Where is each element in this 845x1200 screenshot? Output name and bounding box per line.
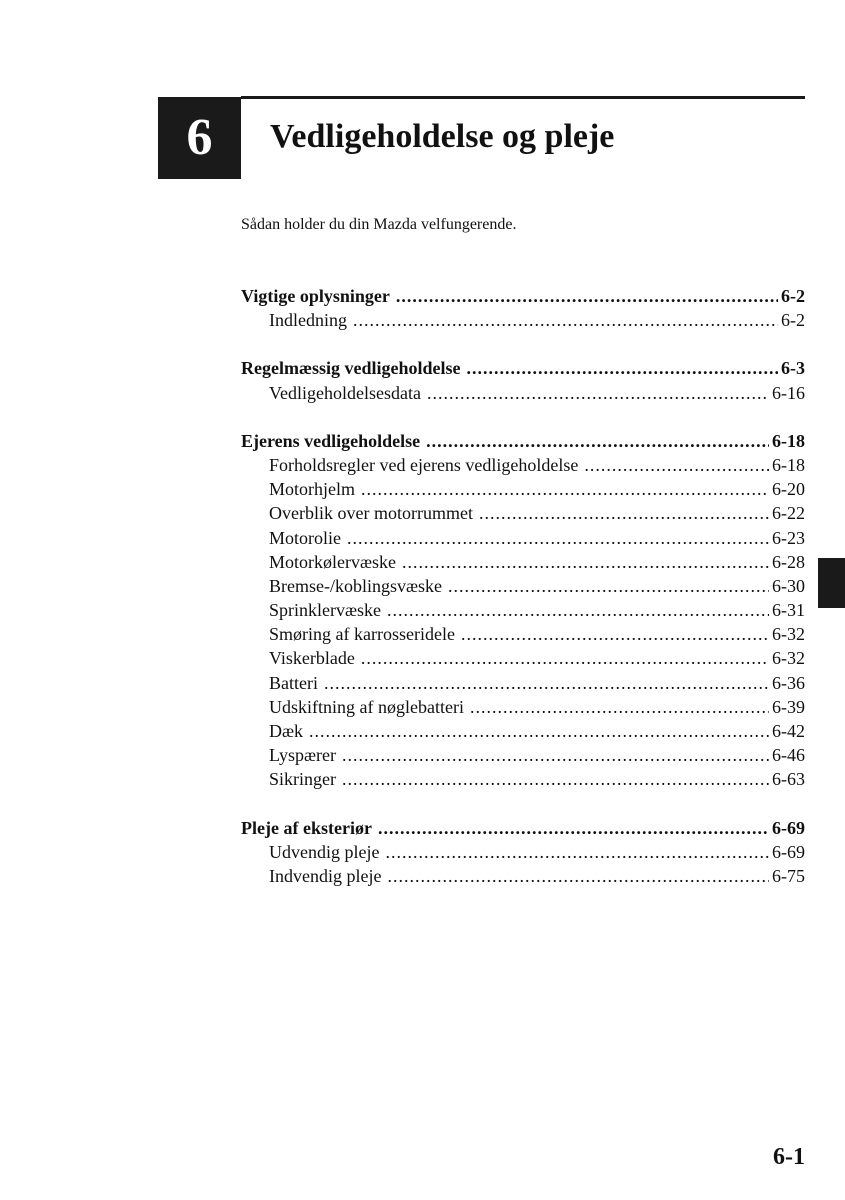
toc-entry-title: Bremse-/koblingsvæske — [269, 575, 442, 596]
chapter-number-box — [158, 97, 241, 179]
dot-leader — [361, 477, 769, 501]
toc-entry-title: Sikringer — [269, 769, 336, 790]
toc-entry-title: Sprinklervæske — [269, 600, 381, 621]
toc-entry[interactable] — [241, 477, 805, 501]
table-of-contents — [241, 284, 805, 912]
toc-entry[interactable] — [241, 695, 805, 719]
chapter-side-tab — [818, 558, 845, 608]
toc-entry[interactable] — [241, 864, 805, 888]
toc-entry[interactable] — [241, 719, 805, 743]
toc-heading[interactable] — [241, 284, 805, 308]
dot-leader — [466, 356, 778, 380]
dot-leader — [479, 501, 769, 525]
toc-heading-title: Pleje af eksteriør — [241, 817, 372, 838]
dot-leader — [309, 719, 769, 743]
toc-entry-title: Motorolie — [269, 527, 341, 548]
toc-heading[interactable] — [241, 429, 805, 453]
dot-leader — [385, 840, 769, 864]
toc-entry-page: 6-32 — [772, 624, 805, 645]
header-rule — [241, 96, 805, 99]
toc-entry[interactable] — [241, 840, 805, 864]
toc-entry[interactable] — [241, 453, 805, 477]
toc-entry[interactable] — [241, 622, 805, 646]
toc-heading-page: 6-2 — [781, 286, 805, 306]
toc-entry-page: 6-32 — [772, 648, 805, 669]
toc-heading[interactable] — [241, 816, 805, 840]
toc-entry-title: Motorhjelm — [269, 479, 355, 500]
dot-leader — [378, 816, 769, 840]
toc-entry[interactable] — [241, 381, 805, 405]
toc-entry-page: 6-42 — [772, 721, 805, 741]
dot-leader — [402, 550, 769, 574]
toc-heading[interactable] — [241, 356, 805, 380]
toc-entry[interactable] — [241, 501, 805, 525]
dot-leader — [427, 381, 769, 405]
toc-entry-page: 6-20 — [772, 479, 805, 500]
toc-entry-page: 6-75 — [772, 865, 805, 886]
dot-leader — [324, 671, 769, 695]
dot-leader — [361, 646, 769, 670]
toc-heading-page: 6-18 — [772, 430, 805, 451]
toc-heading-page: 6-3 — [781, 358, 805, 379]
toc-entry-title: Dæk — [269, 721, 304, 741]
page-number: 6-1 — [773, 1144, 805, 1170]
toc-entry[interactable] — [241, 574, 805, 598]
toc-entry-title: Smøring af karrosseridele — [269, 624, 455, 645]
toc-entry-title: Indvendig pleje — [269, 865, 382, 886]
toc-entry-page: 6-30 — [772, 575, 805, 596]
toc-heading-title: Regelmæssig vedligeholdelse — [241, 358, 461, 379]
toc-entry-title: Vedligeholdelsesdata — [269, 382, 421, 403]
toc-entry[interactable] — [241, 671, 805, 695]
toc-entry-page: 6-69 — [772, 841, 805, 862]
dot-leader — [470, 695, 769, 719]
toc-entry-title: Udskiftning af nøglebatteri — [269, 696, 464, 717]
chapter-number: 6 — [186, 109, 213, 166]
dot-leader — [342, 767, 769, 791]
dot-leader — [347, 526, 769, 550]
toc-heading-page: 6-69 — [772, 817, 805, 838]
toc-entry-title: Motorkølervæske — [269, 551, 396, 572]
dot-leader — [426, 429, 769, 453]
toc-entry-page: 6-2 — [781, 310, 805, 331]
toc-heading-title: Vigtige oplysninger — [241, 286, 390, 306]
toc-heading-title: Ejerens vedligeholdelse — [241, 430, 421, 451]
toc-section — [241, 356, 805, 404]
toc-section — [241, 816, 805, 889]
dot-leader — [448, 574, 769, 598]
toc-entry-page: 6-36 — [772, 672, 805, 693]
toc-entry-page: 6-39 — [772, 696, 805, 717]
toc-entry-title: Indledning — [269, 310, 347, 331]
toc-section — [241, 284, 805, 332]
toc-entry-title: Viskerblade — [269, 648, 355, 669]
dot-leader — [342, 743, 769, 767]
dot-leader — [387, 864, 769, 888]
toc-entry-title: Forholdsregler ved ejerens vedligeholdelse — [269, 454, 579, 475]
dot-leader — [353, 308, 778, 332]
toc-entry-page: 6-23 — [772, 527, 805, 548]
toc-entry-title: Udvendig pleje — [269, 841, 380, 862]
dot-leader — [461, 622, 769, 646]
toc-entry[interactable] — [241, 526, 805, 550]
toc-entry[interactable] — [241, 646, 805, 670]
toc-entry-page: 6-31 — [772, 600, 805, 621]
toc-entry-page: 6-16 — [772, 382, 805, 403]
toc-entry-title: Lyspærer — [269, 745, 336, 766]
toc-entry-page: 6-22 — [772, 503, 805, 524]
dot-leader — [387, 598, 769, 622]
toc-entry-title: Overblik over motorrummet — [269, 503, 473, 524]
toc-entry[interactable] — [241, 743, 805, 767]
toc-entry-page: 6-63 — [772, 769, 805, 790]
toc-entry-page: 6-46 — [772, 745, 805, 766]
dot-leader — [396, 284, 778, 308]
toc-entry[interactable] — [241, 308, 805, 332]
toc-entry[interactable] — [241, 550, 805, 574]
toc-entry[interactable] — [241, 598, 805, 622]
toc-entry[interactable] — [241, 767, 805, 791]
chapter-title: Vedligeholdelse og pleje — [270, 118, 615, 155]
toc-entry-page: 6-18 — [772, 454, 805, 475]
toc-entry-title: Batteri — [269, 672, 318, 693]
toc-entry-page: 6-28 — [772, 551, 805, 572]
toc-section — [241, 429, 805, 792]
dot-leader — [584, 453, 769, 477]
intro-text: Sådan holder du din Mazda velfungerende. — [241, 216, 517, 233]
